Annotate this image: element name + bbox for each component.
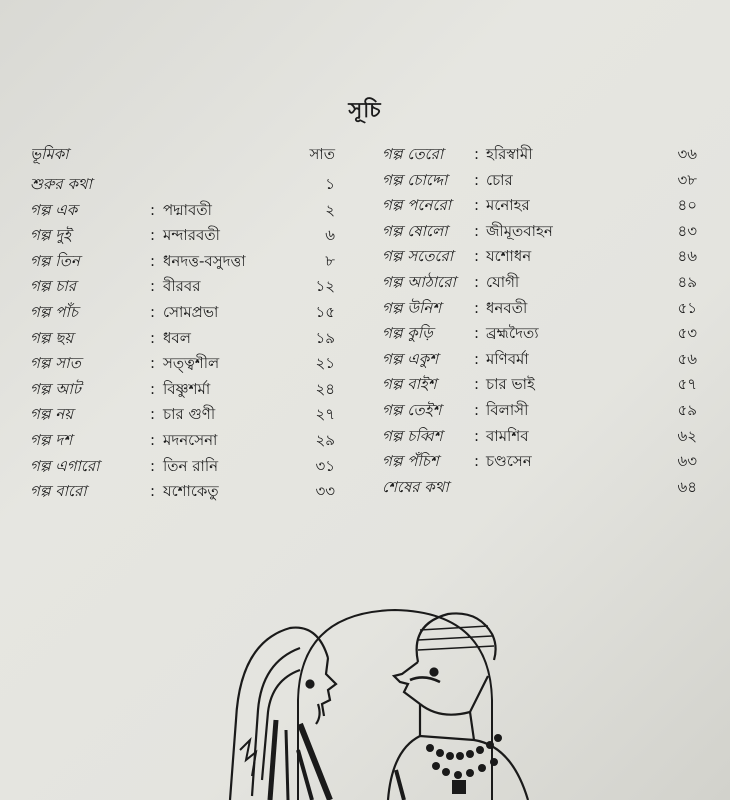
toc-story-label: গল্প দুই (30, 226, 71, 245)
toc-page-number: ৩৩ (315, 482, 335, 501)
toc-separator: : (150, 251, 156, 270)
toc-page-number: ৪৯ (677, 272, 697, 291)
toc-separator: : (474, 324, 480, 343)
toc-separator: : (474, 400, 480, 419)
toc-left-column (30, 142, 335, 505)
toc-entry (30, 428, 335, 454)
toc-entry (382, 398, 697, 424)
toc-story-title: পদ্মাবতী (163, 200, 212, 219)
toc-entry (30, 198, 335, 224)
toc-separator: : (150, 456, 156, 475)
toc-separator: : (150, 226, 156, 245)
couple-portrait-illustration (0, 600, 730, 800)
toc-separator: : (474, 272, 480, 291)
toc-story-label: গল্প ষোলো (382, 221, 448, 240)
toc-separator: : (474, 221, 480, 240)
toc-story-label: গল্প একুশ (382, 349, 439, 368)
toc-story-label: গল্প এগারো (30, 456, 100, 475)
toc-story-label: শেষের কথা (382, 477, 449, 496)
toc-separator: : (474, 349, 480, 368)
toc-story-label: গল্প পনেরো (382, 196, 452, 215)
toc-story-title: হরিস্বামী (486, 145, 533, 163)
toc-story-label: গল্প তিন (30, 251, 80, 270)
toc-story-title: মনোহর (486, 196, 530, 215)
toc-entry (30, 326, 335, 352)
toc-story-title: চণ্ডসেন (486, 452, 532, 471)
toc-page-number: ৪৬ (677, 247, 697, 266)
toc-story-label: গল্প তেরো (382, 145, 444, 163)
toc-page-number: ২৯ (315, 430, 335, 449)
toc-story-title: যশোকেতু (163, 482, 219, 501)
toc-entry (382, 424, 697, 450)
toc-separator: : (150, 430, 156, 449)
toc-entry (30, 479, 335, 505)
toc-entry (382, 244, 697, 270)
toc-page-number: ৬৪ (677, 477, 697, 496)
toc-page-number: ৫৬ (677, 349, 697, 368)
toc-story-title: বীরবর (163, 277, 201, 296)
toc-page-number: ৫৭ (677, 375, 697, 394)
toc-right-column (382, 142, 697, 500)
toc-story-label: গল্প দশ (30, 430, 73, 449)
toc-page-number: ২ (325, 200, 335, 219)
toc-page-number: ৮ (325, 251, 335, 270)
toc-entry (30, 351, 335, 377)
toc-page-number: ২১ (315, 354, 335, 373)
toc-story-label: শুরুর কথা (30, 175, 92, 193)
toc-entry (30, 300, 335, 326)
toc-story-title: ধবল (163, 328, 191, 347)
toc-separator: : (150, 200, 156, 219)
toc-story-label: গল্প ছয় (30, 328, 74, 347)
toc-story-label: গল্প আট (30, 379, 81, 398)
toc-page-number: ১২ (315, 277, 335, 296)
toc-entry (382, 321, 697, 347)
toc-story-title: ধনদত্ত-বসুদত্তা (163, 251, 246, 270)
toc-story-label: গল্প সাত (30, 354, 81, 373)
toc-separator: : (474, 145, 480, 163)
toc-story-label: গল্প কুড়ি (382, 324, 433, 343)
toc-entry (382, 142, 697, 168)
toc-story-title: ব্রহ্মদৈত্য (486, 324, 539, 343)
toc-entry (382, 475, 697, 501)
toc-separator: : (474, 375, 480, 394)
page-title: সূচি (348, 98, 382, 122)
toc-story-title: মদনসেনা (163, 430, 218, 449)
toc-story-label: গল্প নয় (30, 405, 74, 424)
toc-story-label: গল্প বাইশ (382, 375, 437, 394)
toc-story-title: ধনবতী (486, 298, 528, 317)
toc-entry (30, 172, 335, 198)
toc-page-number: ৩৬ (677, 145, 697, 163)
toc-story-title: সত্ত্বশীল (163, 354, 220, 373)
toc-separator: : (150, 405, 156, 424)
toc-story-label: গল্প এক (30, 200, 78, 219)
toc-page-number: সাত (309, 145, 335, 163)
toc-entry (382, 347, 697, 373)
toc-separator: : (474, 170, 480, 189)
toc-page-number: ৫৩ (677, 324, 697, 343)
toc-page-number: ৬৩ (677, 452, 697, 471)
toc-separator: : (474, 196, 480, 215)
toc-page-number: ৪০ (677, 196, 697, 215)
toc-entry (30, 223, 335, 249)
toc-page-number: ৫১ (677, 298, 697, 317)
toc-entry (382, 372, 697, 398)
toc-entry (30, 377, 335, 403)
toc-separator: : (474, 426, 480, 445)
toc-story-label: গল্প বারো (30, 482, 87, 501)
toc-page-number: ৪৩ (677, 221, 697, 240)
toc-page-number: ৩১ (315, 456, 335, 475)
toc-page-number: ৫৯ (677, 400, 697, 419)
toc-story-label: গল্প সতেরো (382, 247, 454, 266)
toc-page-number: ২৭ (315, 405, 335, 424)
toc-separator: : (150, 354, 156, 373)
toc-story-label: গল্প আঠারো (382, 272, 456, 291)
toc-story-title: বামশিব (486, 426, 529, 445)
toc-story-title: চার ভাই (486, 375, 535, 394)
toc-story-title: চার গুণী (163, 405, 216, 424)
toc-story-label: গল্প চব্বিশ (382, 426, 443, 445)
toc-story-label: গল্প পাঁচ (30, 302, 78, 321)
toc-story-label: ভূমিকা (30, 145, 69, 163)
toc-page-number: ৬ (325, 226, 335, 245)
toc-story-label: গল্প উনিশ (382, 298, 442, 317)
toc-story-title: যশোধন (486, 247, 532, 266)
toc-separator: : (150, 328, 156, 347)
toc-story-label: গল্প চার (30, 277, 77, 296)
toc-separator: : (474, 452, 480, 471)
toc-page-number: ২৪ (315, 379, 335, 398)
toc-entry (30, 142, 335, 172)
toc-page-number: ৬২ (677, 426, 697, 445)
toc-entry (30, 402, 335, 428)
toc-separator: : (474, 247, 480, 266)
toc-entry (382, 449, 697, 475)
toc-story-title: তিন রানি (163, 456, 219, 475)
toc-page-number: ১৯ (315, 328, 335, 347)
toc-story-title: মণিবর্মা (486, 349, 529, 368)
man-figure-icon (388, 613, 528, 800)
woman-figure-icon (230, 628, 336, 800)
toc-story-title: যোগী (486, 272, 520, 291)
toc-entry (382, 193, 697, 219)
toc-page-number: ৩৮ (677, 170, 697, 189)
toc-entry (30, 454, 335, 480)
toc-story-title: জীমূতবাহন (486, 221, 553, 240)
toc-story-label: গল্প পঁচিশ (382, 452, 439, 471)
toc-story-title: চোর (486, 170, 513, 189)
toc-entry (382, 296, 697, 322)
toc-story-title: সোমপ্রভা (163, 302, 219, 321)
toc-separator: : (474, 298, 480, 317)
toc-page-number: ১ (325, 175, 335, 193)
toc-page-number: ১৫ (315, 302, 335, 321)
toc-separator: : (150, 277, 156, 296)
toc-entry (382, 219, 697, 245)
toc-story-label: গল্প তেইশ (382, 400, 442, 419)
toc-story-title: মন্দারবতী (163, 226, 220, 245)
toc-entry (382, 168, 697, 194)
toc-separator: : (150, 302, 156, 321)
toc-story-title: বিষ্ণুশর্মা (163, 379, 211, 398)
toc-entry (30, 274, 335, 300)
toc-separator: : (150, 482, 156, 501)
toc-story-title: বিলাসী (486, 400, 529, 419)
toc-separator: : (150, 379, 156, 398)
toc-entry (30, 249, 335, 275)
toc-story-label: গল্প চোদ্দো (382, 170, 448, 189)
toc-entry (382, 270, 697, 296)
